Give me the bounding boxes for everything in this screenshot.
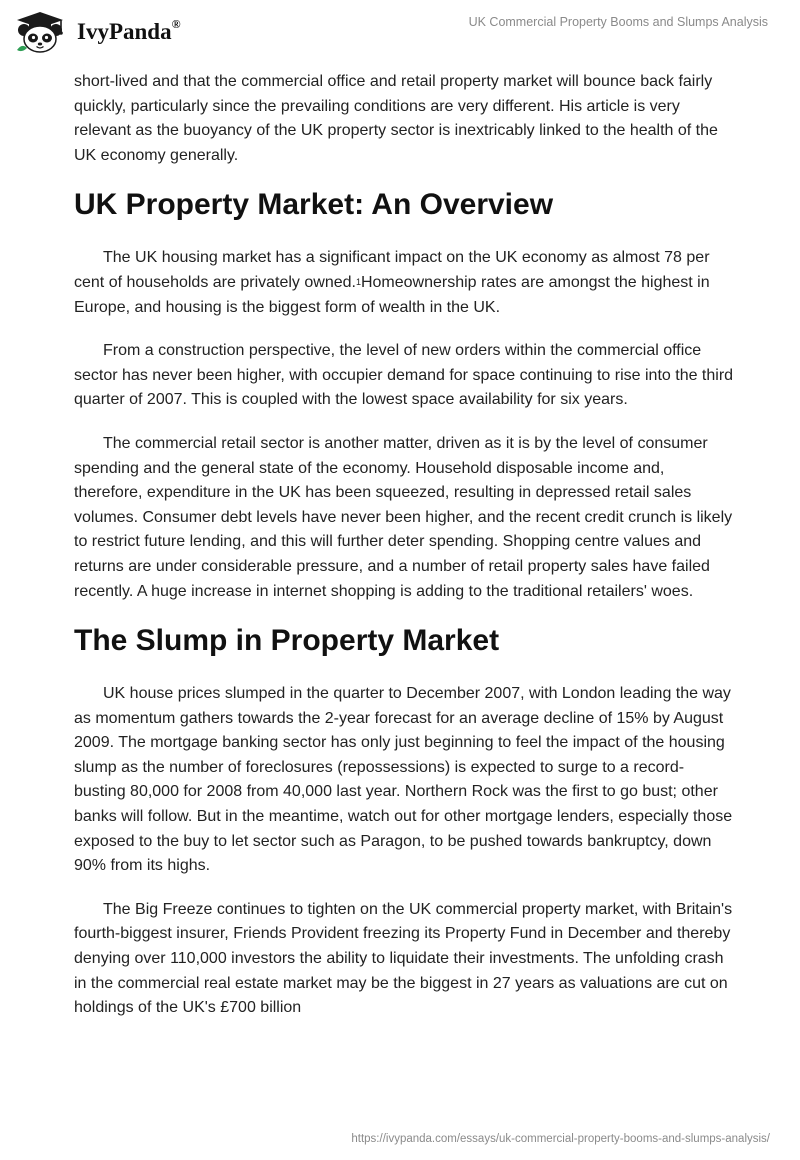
document-title: UK Commercial Property Booms and Slumps Analysis xyxy=(468,15,768,29)
intro-paragraph: short-lived and that the commercial office and retail property market will bounce back fairly quickly, particularly since the prevailing conditions are very different. His article is very relevant as the buoyancy of the UK property sector is inextricably linked to the health of the UK economy generally. xyxy=(74,73,718,164)
section-heading-slump: The Slump in Property Market xyxy=(74,624,500,658)
article-body xyxy=(74,70,734,1040)
paragraph: From a construction perspective, the level of new orders within the commercial office sector has never been higher, with occupier demand for space continuing to rise into the third quarter of 2007. This is coupled with the lowest space availability for six years. xyxy=(74,342,734,409)
section-heading-overview: UK Property Market: An Overview xyxy=(74,188,554,222)
page-header xyxy=(0,0,800,62)
paragraph: The UK housing market has a significant impact on the UK economy as almost 78 per cent of households are privately owned.$^1$Homeownership rates are amongst the highest in Europe, and housing is the biggest form of wealth in the UK. xyxy=(74,249,710,316)
paragraph: UK house prices slumped in the quarter to December 2007, with London leading the way as momentum gathers towards the 2-year forecast for an average decline of 15% by August 2009. The mortgage banking sector has only just beginning to feel the impact of the housing slump as the number of foreclosures (repossessions) is expected to surge to a record-busting 80,000 for 2008 from 40,000 last year. Northern Rock was the first to go bust; other banks will follow. But in the meantime, watch out for other mortgage lenders, especially those exposed to the buy to let sector such as Paragon, to be pushed towards bankruptcy, down 90% from its highs. xyxy=(74,685,733,875)
paragraph: The commercial retail sector is another matter, driven as it is by the level of consumer spending and the general state of the economy. Household disposable income and, therefore, expenditure in the UK has been squeezed, resulting in depressed retail sales volumes. Consumer debt levels have never been higher, and the recent credit crunch is likely to restrict future lending, and this will further deter spending. Shopping centre values and returns are under considerable pressure, and a number of retail property sales have failed recently. A huge increase in internet shopping is adding to the traditional retailers' woes. xyxy=(74,434,733,600)
ivypanda-logo-icon[interactable] xyxy=(13,10,67,54)
source-url[interactable]: https://ivypanda.com/essays/uk-commercial-property-booms-and-slumps-analysis/ xyxy=(351,1133,770,1145)
paragraph: The Big Freeze continues to tighten on the UK commercial property market, with Britain's fourth-biggest insurer, Friends Provident freezing its Property Fund in December and thereby denying over 110,000 investors the ability to liquidate their investments. The unfolding crash in the commercial real estate market may be the biggest in 27 years as valuations are cut on holdings of the UK's £700 billion xyxy=(74,900,733,1017)
footnote-ref[interactable]: 1 xyxy=(355,276,361,287)
brand-name[interactable]: IvyPanda® xyxy=(77,17,181,44)
